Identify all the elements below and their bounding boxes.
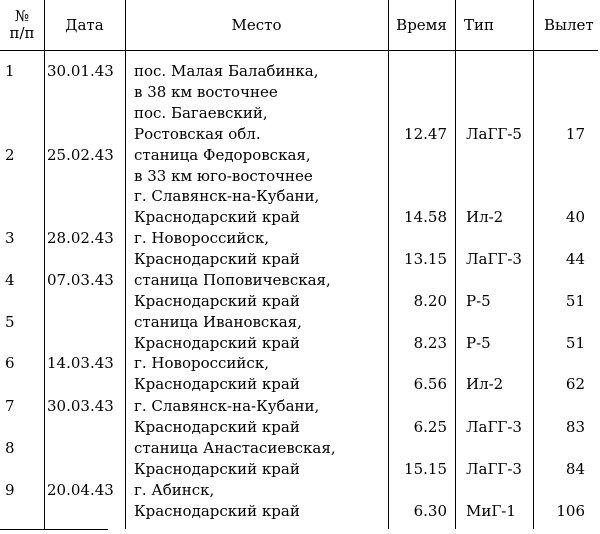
row-number: 6	[5, 354, 15, 372]
place-line: г. Славянск-на-Кубани,	[134, 397, 320, 415]
place-line: г. Абинск,	[134, 481, 215, 499]
row-time: 14.58	[404, 208, 447, 226]
place-line: пос. Багаевский,	[134, 104, 268, 122]
row-aircraft-type: Р-5	[466, 292, 491, 310]
row-sortie: 83	[565, 418, 585, 436]
place-line: Ростовская обл.	[134, 125, 261, 143]
row-aircraft-type: ЛаГГ-3	[466, 250, 522, 268]
row-sortie: 51	[565, 292, 585, 310]
place-line: Краснодарский край	[134, 375, 300, 393]
header-type: Тип	[464, 15, 494, 34]
place-line: Краснодарский край	[134, 292, 300, 310]
place-line: г. Новороссийск,	[134, 354, 269, 372]
row-number: 2	[5, 146, 15, 164]
place-line: Краснодарский край	[134, 502, 300, 520]
row-time: 6.56	[413, 375, 447, 393]
row-time: 6.25	[413, 418, 447, 436]
row-aircraft-type: Ил-2	[466, 375, 504, 393]
place-line: станица Поповичевская,	[134, 271, 331, 289]
place-line: Краснодарский край	[134, 250, 300, 268]
row-sortie: 40	[565, 208, 585, 226]
row-number: 9	[5, 481, 15, 499]
place-line: станица Анастасиевская,	[134, 439, 336, 457]
header-place: Место	[231, 15, 282, 34]
row-date: 20.04.43	[47, 481, 114, 499]
row-sortie: 62	[565, 375, 585, 393]
row-time: 8.23	[413, 334, 447, 352]
row-aircraft-type: ЛаГГ-5	[466, 125, 522, 143]
place-line: Краснодарский край	[134, 334, 300, 352]
row-number: 4	[5, 271, 15, 289]
row-date: 28.02.43	[47, 229, 114, 247]
place-line: в 33 км юго-восточнее	[134, 167, 313, 185]
row-sortie: 84	[565, 460, 585, 478]
row-aircraft-type: МиГ-1	[466, 502, 516, 520]
header-number-line1: №	[14, 7, 30, 25]
place-line: Краснодарский край	[134, 460, 300, 478]
row-sortie: 51	[565, 334, 585, 352]
row-number: 8	[5, 439, 15, 457]
column-divider	[455, 0, 456, 529]
row-number: 1	[5, 62, 15, 80]
row-number: 7	[5, 397, 15, 415]
row-date: 25.02.43	[47, 146, 114, 164]
place-line: станица Ивановская,	[134, 313, 302, 331]
row-time: 6.30	[413, 502, 447, 520]
column-divider	[125, 0, 126, 529]
place-line: Краснодарский край	[134, 418, 300, 436]
row-sortie: 44	[565, 250, 585, 268]
header-number	[0, 0, 44, 50]
row-sortie: 106	[556, 502, 585, 520]
place-line: станица Федоровская,	[134, 146, 311, 164]
header-rule	[0, 50, 598, 51]
place-line: г. Новороссийск,	[134, 229, 269, 247]
row-date: 30.01.43	[47, 62, 114, 80]
row-aircraft-type: Ил-2	[466, 208, 504, 226]
row-date: 07.03.43	[47, 271, 114, 289]
place-line: пос. Малая Балабинка,	[134, 62, 319, 80]
row-sortie: 17	[565, 125, 585, 143]
row-time: 8.20	[413, 292, 447, 310]
row-date: 30.03.43	[47, 397, 114, 415]
row-number: 3	[5, 229, 15, 247]
header-time: Время	[396, 15, 447, 34]
footnote-rule	[0, 529, 108, 530]
row-time: 13.15	[404, 250, 447, 268]
row-date: 14.03.43	[47, 354, 114, 372]
place-line: Краснодарский край	[134, 208, 300, 226]
place-line: в 38 км восточнее	[134, 83, 278, 101]
row-time: 12.47	[404, 125, 447, 143]
header-date: Дата	[65, 15, 104, 34]
header-sorties: Вылет	[544, 15, 594, 34]
column-divider	[44, 0, 45, 529]
row-aircraft-type: Р-5	[466, 334, 491, 352]
header-number-line2: п/п	[9, 24, 35, 42]
row-aircraft-type: ЛаГГ-3	[466, 460, 522, 478]
row-aircraft-type: ЛаГГ-3	[466, 418, 522, 436]
row-time: 15.15	[404, 460, 447, 478]
row-number: 5	[5, 313, 15, 331]
place-line: г. Славянск-на-Кубани,	[134, 187, 320, 205]
